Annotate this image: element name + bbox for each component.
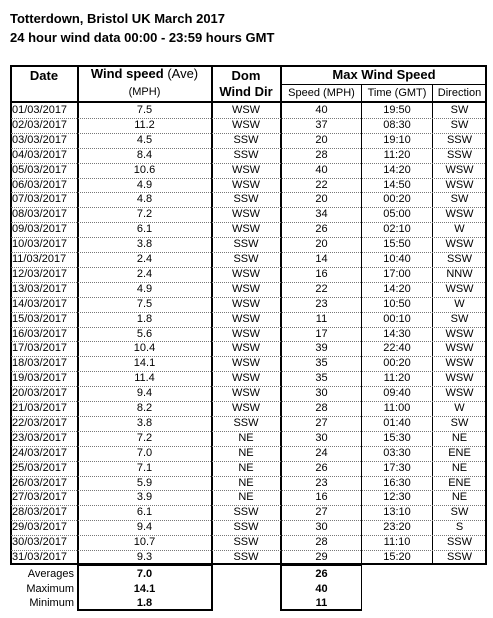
cell-date: 18/03/2017 xyxy=(12,357,68,370)
header-wind-dir: Wind Dir xyxy=(219,84,273,99)
cell-ave-speed: 5.9 xyxy=(136,476,153,489)
cell-dom-dir: SSW xyxy=(233,148,259,161)
cell-time: 09:40 xyxy=(383,387,411,400)
cell-max-speed: 37 xyxy=(315,118,328,131)
cell-time: 05:00 xyxy=(383,208,411,221)
cell-time: 15:50 xyxy=(383,238,411,251)
cell-dom-dir: SSW xyxy=(233,506,259,519)
cell-max-speed: 20 xyxy=(315,193,328,206)
cell-ave-speed: 2.4 xyxy=(136,253,153,265)
cell-date: 21/03/2017 xyxy=(12,402,68,414)
cell-time: 12:30 xyxy=(383,491,411,504)
cell-ave-speed: 4.9 xyxy=(136,178,153,191)
header-wind-speed-label: Wind speed xyxy=(90,66,164,81)
cell-direction: WSW xyxy=(445,327,474,340)
cell-time: 00:20 xyxy=(383,193,411,206)
cell-time: 00:10 xyxy=(383,312,411,325)
cell-max-speed: 26 xyxy=(315,461,328,474)
cell-dom-dir: WSW xyxy=(231,387,261,400)
cell-ave-speed: 9.3 xyxy=(136,551,153,563)
cell-max-speed: 40 xyxy=(315,163,328,176)
cell-dom-dir: WSW xyxy=(231,402,261,414)
cell-time: 15:20 xyxy=(383,551,411,563)
cell-ave-speed: 4.8 xyxy=(136,193,153,206)
cell-ave-speed: 10.6 xyxy=(133,163,156,176)
cell-dom-dir: WSW xyxy=(231,342,261,355)
header-wind-speed xyxy=(79,66,210,82)
cell-dom-dir: WSW xyxy=(231,357,261,370)
summary-ave-value: 7.0 xyxy=(136,568,153,580)
cell-date: 06/03/2017 xyxy=(12,178,68,191)
header-divider xyxy=(10,101,487,103)
cell-time: 19:10 xyxy=(383,133,411,146)
cell-time: 14:30 xyxy=(383,327,411,340)
cell-direction: SW xyxy=(450,312,469,325)
cell-ave-speed: 9.4 xyxy=(136,521,153,534)
cell-date: 08/03/2017 xyxy=(12,208,68,221)
cell-date: 19/03/2017 xyxy=(12,372,68,385)
cell-ave-speed: 7.5 xyxy=(136,297,153,310)
cell-dom-dir: WSW xyxy=(231,282,261,295)
cell-dom-dir: NE xyxy=(238,446,254,459)
cell-time: 19:50 xyxy=(383,104,411,116)
cell-ave-speed: 7.5 xyxy=(136,104,153,116)
cell-time: 22:40 xyxy=(383,342,411,355)
cell-dom-dir: WSW xyxy=(231,104,261,116)
cell-max-speed: 28 xyxy=(315,536,328,549)
cell-date: 02/03/2017 xyxy=(12,118,68,131)
cell-dom-dir: WSW xyxy=(231,267,261,280)
cell-dom-dir: SSW xyxy=(233,238,259,251)
cell-ave-speed: 3.8 xyxy=(136,238,153,251)
cell-max-speed: 27 xyxy=(315,506,328,519)
cell-date: 30/03/2017 xyxy=(12,536,68,549)
cell-max-speed: 14 xyxy=(315,253,328,265)
cell-time: 00:20 xyxy=(383,357,411,370)
cell-dom-dir: SSW xyxy=(233,133,259,146)
cell-max-speed: 30 xyxy=(315,387,328,400)
cell-time: 14:50 xyxy=(383,178,411,191)
cell-ave-speed: 2.4 xyxy=(136,267,153,280)
cell-date: 27/03/2017 xyxy=(12,491,68,504)
cell-max-speed: 23 xyxy=(315,297,328,310)
cell-max-speed: 28 xyxy=(315,148,328,161)
cell-max-speed: 35 xyxy=(315,357,328,370)
header-max-wind-speed: Max Wind Speed xyxy=(332,67,436,82)
cell-date: 28/03/2017 xyxy=(12,506,68,519)
cell-direction: NE xyxy=(451,431,468,444)
cell-time: 23:20 xyxy=(383,521,411,534)
cell-time: 17:30 xyxy=(383,461,411,474)
cell-direction: WSW xyxy=(445,163,474,176)
cell-dom-dir: WSW xyxy=(231,163,261,176)
cell-ave-speed: 7.1 xyxy=(136,461,153,474)
cell-date: 17/03/2017 xyxy=(12,342,68,355)
cell-max-speed: 22 xyxy=(315,178,328,191)
cell-date: 31/03/2017 xyxy=(12,551,68,563)
cell-ave-speed: 7.0 xyxy=(136,446,153,459)
cell-ave-speed: 8.2 xyxy=(136,402,153,414)
cell-direction: SSW xyxy=(446,133,473,146)
cell-max-speed: 16 xyxy=(315,267,328,280)
summary-ave-value: 1.8 xyxy=(136,597,153,609)
cell-max-speed: 30 xyxy=(315,431,328,444)
report-title: Totterdown, Bristol UK March 2017 xyxy=(10,11,226,26)
cell-max-speed: 39 xyxy=(315,342,328,355)
cell-date: 13/03/2017 xyxy=(12,282,68,295)
cell-direction: NE xyxy=(451,491,468,504)
cell-dom-dir: WSW xyxy=(231,118,261,131)
report-subtitle: 24 hour wind data 00:00 - 23:59 hours GMT xyxy=(10,30,275,45)
cell-direction: WSW xyxy=(445,372,474,385)
cell-time: 10:40 xyxy=(383,253,411,265)
cell-direction: SSW xyxy=(446,551,473,563)
cell-time: 17:00 xyxy=(383,267,411,280)
cell-dom-dir: WSW xyxy=(231,312,261,325)
cell-dom-dir: SSW xyxy=(233,253,259,265)
cell-ave-speed: 7.2 xyxy=(136,208,153,221)
cell-dom-dir: SSW xyxy=(233,551,259,563)
cell-time: 02:10 xyxy=(383,223,411,236)
cell-max-speed: 20 xyxy=(315,133,328,146)
cell-direction: W xyxy=(454,297,465,310)
cell-max-speed: 26 xyxy=(315,223,328,236)
cell-ave-speed: 3.9 xyxy=(136,491,153,504)
cell-ave-speed: 6.1 xyxy=(136,223,153,236)
cell-max-speed: 20 xyxy=(315,238,328,251)
cell-ave-speed: 6.1 xyxy=(136,506,153,519)
cell-dom-dir: SSW xyxy=(233,416,259,429)
cell-max-speed: 22 xyxy=(315,282,328,295)
cell-time: 11:10 xyxy=(383,536,411,549)
cell-direction: WSW xyxy=(445,387,474,400)
cell-dom-dir: SSW xyxy=(233,193,259,206)
cell-direction: WSW xyxy=(445,342,474,355)
cell-dom-dir: WSW xyxy=(231,297,261,310)
summary-max-value: 40 xyxy=(315,582,328,595)
header-wind-speed-ave: (Ave) xyxy=(167,66,199,81)
cell-dom-dir: NE xyxy=(238,476,254,489)
cell-max-speed: 28 xyxy=(315,402,328,414)
cell-direction: W xyxy=(454,223,465,236)
cell-dom-dir: WSW xyxy=(231,178,261,191)
cell-time: 14:20 xyxy=(383,282,411,295)
header-time-gmt: Time (GMT) xyxy=(367,87,427,99)
cell-date: 07/03/2017 xyxy=(12,193,68,206)
cell-direction: WSW xyxy=(445,238,474,251)
cell-ave-speed: 5.6 xyxy=(136,327,153,340)
cell-direction: W xyxy=(454,402,465,414)
cell-max-speed: 40 xyxy=(315,104,328,116)
header-date: Date xyxy=(29,68,59,83)
cell-time: 08:30 xyxy=(383,118,411,131)
cell-max-speed: 29 xyxy=(315,551,328,563)
cell-direction: NNW xyxy=(446,267,473,280)
cell-dom-dir: NE xyxy=(238,431,254,444)
cell-time: 10:50 xyxy=(383,297,411,310)
cell-ave-speed: 3.8 xyxy=(136,416,153,429)
cell-date: 15/03/2017 xyxy=(12,312,68,325)
cell-ave-speed: 11.2 xyxy=(134,118,155,131)
cell-date: 25/03/2017 xyxy=(12,461,68,474)
cell-direction: S xyxy=(455,521,464,534)
cell-date: 24/03/2017 xyxy=(12,446,68,459)
cell-time: 11:20 xyxy=(383,148,411,161)
cell-direction: SW xyxy=(450,506,469,519)
cell-date: 14/03/2017 xyxy=(12,297,68,310)
cell-date: 10/03/2017 xyxy=(12,238,68,251)
cell-ave-speed: 14.1 xyxy=(133,357,156,370)
cell-max-speed: 34 xyxy=(315,208,328,221)
cell-ave-speed: 8.4 xyxy=(136,148,153,161)
cell-direction: WSW xyxy=(445,178,474,191)
header-dom: Dom xyxy=(231,68,261,83)
cell-dom-dir: WSW xyxy=(231,327,261,340)
cell-ave-speed: 11.4 xyxy=(134,372,155,385)
cell-ave-speed: 10.7 xyxy=(133,536,156,549)
header-speed-mph: Speed (MPH) xyxy=(288,87,355,99)
summary-max-value: 11 xyxy=(315,597,328,609)
cell-dom-dir: NE xyxy=(238,461,254,474)
cell-time: 15:30 xyxy=(383,431,411,444)
cell-max-speed: 35 xyxy=(315,372,328,385)
cell-direction: ENE xyxy=(448,446,471,459)
cell-date: 20/03/2017 xyxy=(12,387,68,400)
summary-label: Averages xyxy=(27,568,74,580)
cell-dom-dir: NE xyxy=(238,491,254,504)
cell-direction: SW xyxy=(450,193,469,206)
cell-date: 26/03/2017 xyxy=(12,476,68,489)
cell-direction: ENE xyxy=(448,476,471,489)
cell-ave-speed: 1.8 xyxy=(136,312,153,325)
cell-max-speed: 24 xyxy=(315,446,328,459)
cell-max-speed: 11 xyxy=(315,312,328,325)
cell-time: 03:30 xyxy=(383,446,411,459)
cell-date: 11/03/2017 xyxy=(12,253,67,265)
cell-ave-speed: 9.4 xyxy=(136,387,153,400)
cell-date: 03/03/2017 xyxy=(12,133,68,146)
cell-date: 04/03/2017 xyxy=(12,148,68,161)
cell-dom-dir: SSW xyxy=(233,536,259,549)
summary-max-value: 26 xyxy=(315,568,328,580)
cell-direction: SW xyxy=(450,104,469,116)
cell-dom-dir: WSW xyxy=(231,208,261,221)
cell-time: 16:30 xyxy=(383,476,411,489)
cell-date: 12/03/2017 xyxy=(12,267,68,280)
cell-max-speed: 23 xyxy=(315,476,328,489)
cell-date: 22/03/2017 xyxy=(12,416,68,429)
summary-ave-value: 14.1 xyxy=(133,582,156,595)
header-mph: (MPH) xyxy=(128,86,161,98)
cell-date: 05/03/2017 xyxy=(12,163,68,176)
cell-max-speed: 16 xyxy=(315,491,328,504)
cell-direction: WSW xyxy=(445,357,474,370)
cell-time: 14:20 xyxy=(383,163,411,176)
cell-ave-speed: 7.2 xyxy=(136,431,153,444)
cell-time: 01:40 xyxy=(383,416,411,429)
cell-max-speed: 27 xyxy=(315,416,328,429)
cell-date: 09/03/2017 xyxy=(12,223,68,236)
cell-direction: WSW xyxy=(445,282,474,295)
cell-dom-dir: SSW xyxy=(233,521,259,534)
cell-date: 01/03/2017 xyxy=(12,104,68,116)
cell-time: 11:00 xyxy=(383,402,411,414)
cell-ave-speed: 4.5 xyxy=(136,133,153,146)
cell-direction: WSW xyxy=(445,208,474,221)
cell-direction: SW xyxy=(450,416,469,429)
cell-time: 11:20 xyxy=(383,372,411,385)
cell-date: 23/03/2017 xyxy=(12,431,68,444)
cell-ave-speed: 10.4 xyxy=(133,342,156,355)
cell-date: 29/03/2017 xyxy=(12,521,68,534)
summary-label: Minimum xyxy=(29,597,74,609)
cell-direction: NE xyxy=(451,461,468,474)
cell-max-speed: 17 xyxy=(315,327,328,340)
cell-direction: SSW xyxy=(446,253,473,265)
header-direction: Direction xyxy=(437,87,482,99)
cell-direction: SW xyxy=(450,118,469,131)
max-wind-subheader-line xyxy=(281,84,487,85)
cell-dom-dir: WSW xyxy=(231,223,261,236)
cell-time: 13:10 xyxy=(383,506,411,519)
cell-date: 16/03/2017 xyxy=(12,327,68,340)
summary-label: Maximum xyxy=(26,582,74,595)
cell-direction: SSW xyxy=(446,536,473,549)
cell-ave-speed: 4.9 xyxy=(136,282,153,295)
cell-max-speed: 30 xyxy=(315,521,328,534)
cell-dom-dir: WSW xyxy=(231,372,261,385)
cell-direction: SSW xyxy=(446,148,473,161)
